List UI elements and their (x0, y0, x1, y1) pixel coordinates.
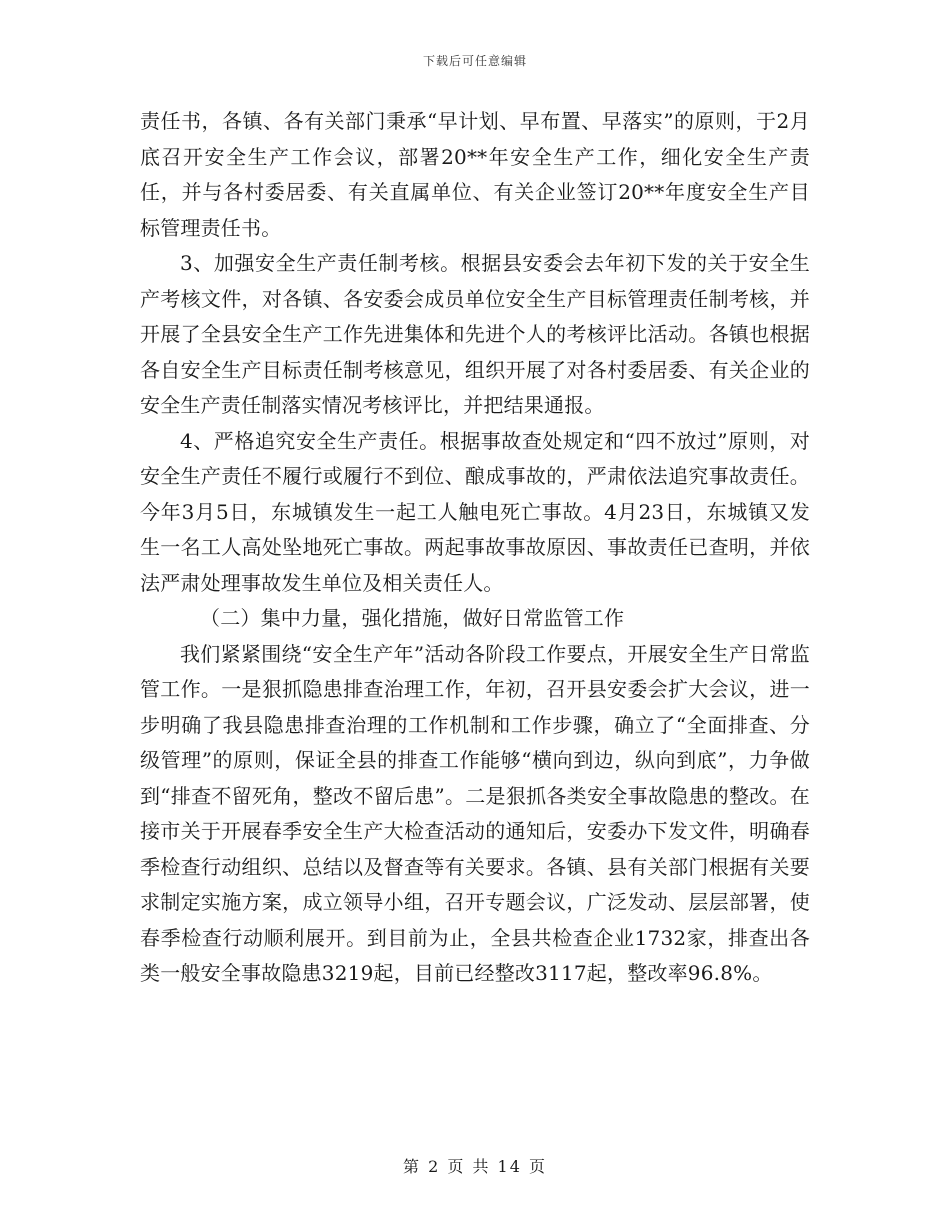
paragraph-item-3: 3、加强安全生产责任制考核。根据县安委会去年初下发的关于安全生产考核文件，对各镇、各安委会成员单位安全生产目标管理责任制考核，并开展了全县安全生产工作先进集体和先进个人的考核评比活动。各镇也根据各自安全生产目标责任制考核意见，组织开展了对各村委居委、有关企业的安全生产责任制落实情况考核评比，并把结果通报。 (140, 251, 810, 417)
section-heading: （二）集中力量，强化措施，做好日常监管工作 (200, 606, 625, 630)
paragraph-daily-supervision: 我们紧紧围绕“安全生产年”活动各阶段工作要点，开展安全生产日常监管工作。一是狠抓隐患排查治理工作，年初，召开县安委会扩大会议，进一步明确了我县隐患排查治理的工作机制和工作步骤，确立了“全面排查、分级管理”的原则，保证全县的排查工作能够“横向到边，纵向到底”，力争做到“排查不留死角，整改不留后患”。二是狠抓各类安全事故隐患的整改。在接市关于开展春季安全生产大检查活动的通知后，安委办下发文件，明确春季检查行动组织、总结以及督查等有关要求。各镇、县有关部门根据有关要求制定实施方案，成立领导小组，召开专题会议，广泛发动、层层部署，使春季检查行动顺利展开。到目前为止，全县共检查企业1732家，排查出各类一般安全事故隐患3219起，目前已经整改3117起，整改率96.8%。 (140, 641, 810, 985)
page-header-note: 下载后可任意编辑 (422, 54, 527, 68)
paragraph-continuation: 责任书，各镇、各有关部门秉承“早计划、早布置、早落实”的原则，于2月底召开安全生产工作会议，部署20**年安全生产工作，细化安全生产责任，并与各村委居委、有关直属单位、有关企业签订20**年度安全生产目标管理责任书。 (140, 109, 810, 240)
page-number: 第 2 页 共 14 页 (403, 1157, 547, 1176)
document-body (140, 104, 810, 992)
paragraph-item-4: 4、严格追究安全生产责任。根据事故查处规定和“四不放过”原则，对安全生产责任不履行或履行不到位、酿成事故的，严肃依法追究事故责任。今年3月5日，东城镇发生一起工人触电死亡事故。4月23日，东城镇又发生一名工人高处坠地死亡事故。两起事故事故原因、事故责任已查明，并依法严肃处理事故发生单位及相关责任人。 (140, 428, 810, 595)
